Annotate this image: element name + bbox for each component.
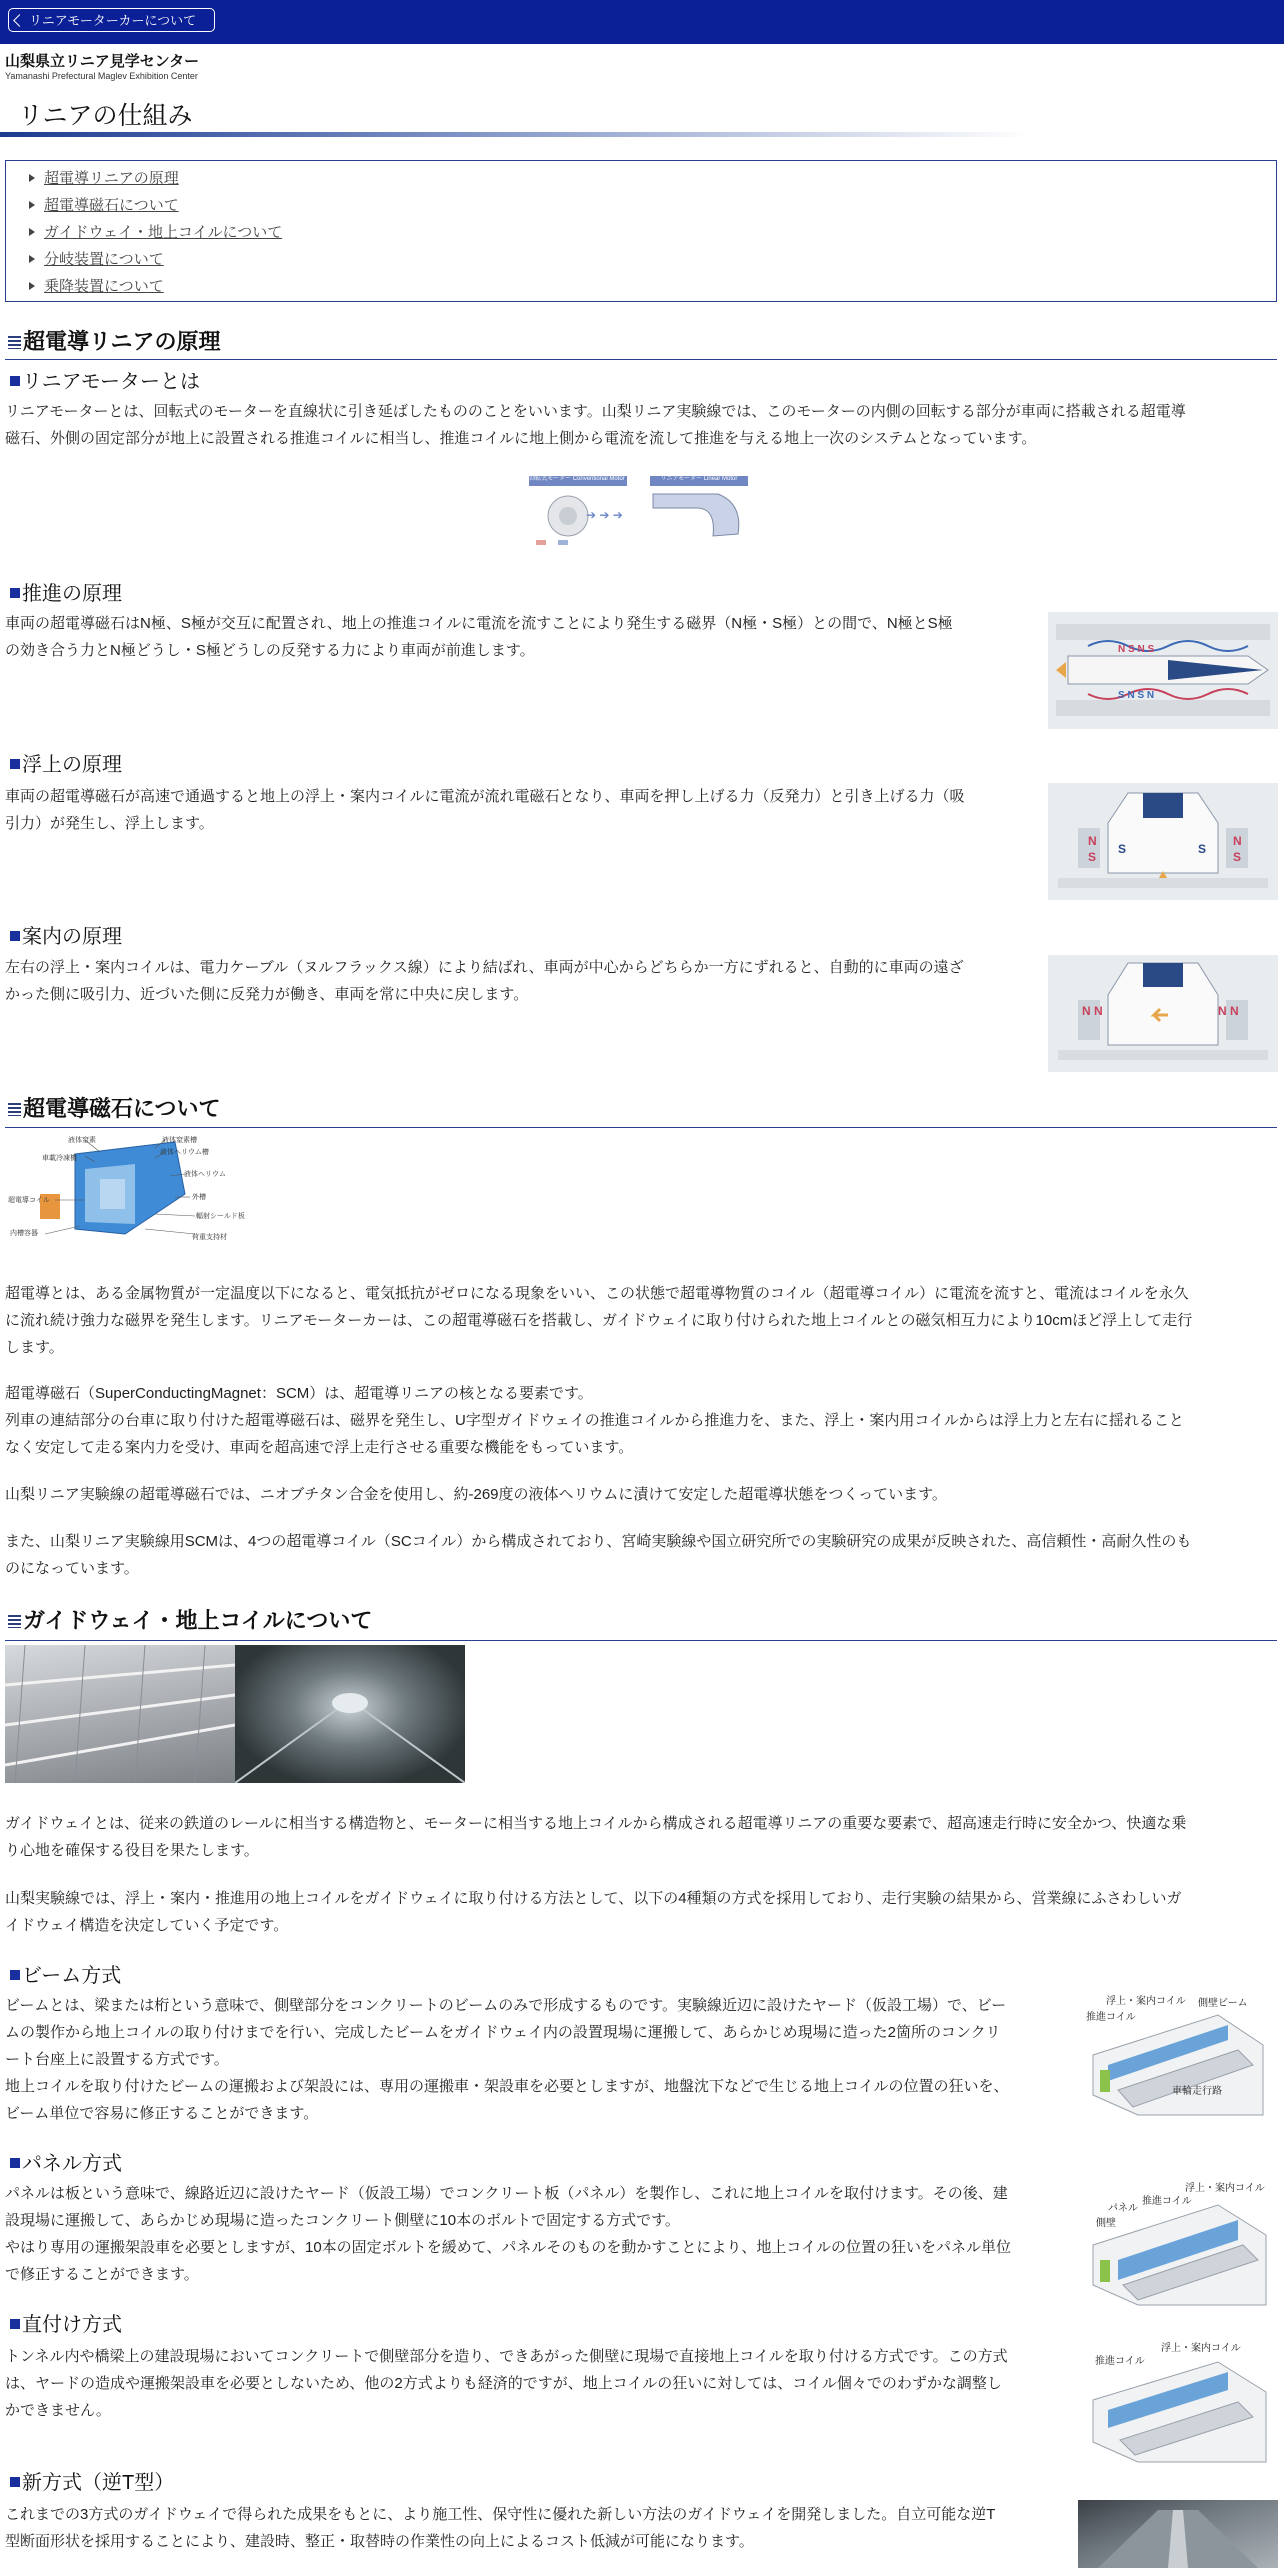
propulsion-figure [1048, 612, 1278, 729]
toc-item [26, 219, 1276, 246]
svg-text:➔ ➔ ➔: ➔ ➔ ➔ [586, 508, 623, 522]
section-heading-guideway: ガイドウェイ・地上コイルについて [5, 1606, 372, 1636]
toc-link-switch[interactable]: 分岐装置について [44, 251, 164, 268]
propulsion-text: 車両の超電導磁石はN極、S極が交互に配置され、地上の推進コイルに電流を流すことにより発生する磁界（N極・S極）との間で、N極とS極 の効き合う力とN極どうし・S極どうしの反発する力により車両が前進します。 [5, 615, 953, 659]
diagram-label: 内槽容器 [10, 1230, 38, 1237]
diagram-label: 車載冷凍機 [42, 1155, 77, 1162]
toc-link-principle[interactable]: 超電導リニアの原理 [44, 170, 179, 187]
diagram-label: 液体ヘリウム [184, 1171, 226, 1178]
diagram-label: 液体窒素 [68, 1137, 96, 1144]
figure-label: 浮上・案内コイル [1161, 2343, 1241, 2354]
figure-label-conventional: 回転式モーター Conventional Motor [529, 476, 625, 482]
figure-label: パネル [1108, 2203, 1138, 2214]
logo-english: Yamanashi Prefectural Maglev Exhibition Center [5, 71, 198, 81]
levitation-figure [1048, 783, 1278, 900]
diagram-label: 外槽 [192, 1194, 206, 1201]
new-method-text: これまでの3方式のガイドウェイで得られた成果をもとに、より施工性、保守性に優れた新しい方法のガイドウェイを開発しました。自立可能な逆T 型断面形状を採用することにより、建設時、整正・取替時の作業性の向上によるコスト低減が可能になります。 [5, 2506, 996, 2550]
figure-label-linear: リニアモーター Linear Motor [660, 476, 738, 482]
section-rule [5, 1640, 1277, 1641]
section-rule [5, 359, 1277, 360]
subheading-linear-motor: リニアモーターとは [5, 369, 200, 395]
subheading-propulsion: 推進の原理 [5, 581, 122, 607]
section-heading-magnet: 超電導磁石について [5, 1094, 221, 1124]
subheading-direct: 直付け方式 [5, 2312, 122, 2338]
svg-text:S: S [1233, 850, 1242, 864]
svg-text:N N: N N [1218, 1004, 1239, 1018]
subheading-beam: ビーム方式 [5, 1963, 121, 1989]
diagram-label: 荷重支持材 [192, 1234, 227, 1241]
figure-label: 浮上・案内コイル [1106, 1996, 1186, 2007]
section-rule [5, 1127, 1277, 1128]
guideway-paragraph-2: 山梨実験線では、浮上・案内・推進用の地上コイルをガイドウェイに取り付ける方法として、以下の4種類の方式を採用しており、走行実験の結果から、営業線にふさわしいガ イドウェイ構造を決定していく予定です。 [5, 1890, 1182, 1934]
svg-text:S: S [1118, 842, 1127, 856]
guideway-photo-2 [235, 1645, 465, 1783]
page-title: リニアの仕組み [18, 102, 193, 130]
title-underline [0, 132, 1030, 137]
subheading-panel: パネル方式 [5, 2151, 122, 2177]
figure-label: 推進コイル [1095, 2356, 1145, 2367]
diagram-label: 超電導コイル [8, 1197, 50, 1204]
linear-motor-text: リニアモーターとは、回転式のモーターを直線状に引き延ばしたもののことをいいます。山梨リニア実験線では、このモーターの内側の回転する部分が車両に搭載される超電導 磁石、外側の固定部分が地上に設置される推進コイルに相当し、推進コイルに地上側から電流を流して推進を与える地上一次のシステムとなっています。 [5, 403, 1186, 447]
magnet-paragraph-2: 超電導磁石（SuperConductingMagnet：SCM）は、超電導リニアの核となる要素です。 列車の連結部分の台車に取り付けた超電導磁石は、磁界を発生し、U字型ガイドウェイの推進コイルから推進力を、また、浮上・案内用コイルからは浮上力と左右に揺れること なく安定して走る案内力を受け、車両を超高速で浮上走行させる重要な機能をもっています。 [5, 1385, 1184, 1456]
guideway-paragraph-1: ガイドウェイとは、従来の鉄道のレールに相当する構造物と、モーターに相当する地上コイルから構成される超電導リニアの重要な要素で、超高速走行時に安全かつ、快適な乗 り心地を確保する役目を果たします。 [5, 1815, 1187, 1859]
magnet-paragraph-4: また、山梨リニア実験線用SCMは、4つの超電導コイル（SCコイル）から構成されており、宮崎実験線や国立研究所での実験研究の成果が反映された、高信頼性・高耐久性のも のになっています。 [5, 1533, 1192, 1577]
svg-text:S N S N: S N S N [1118, 690, 1155, 701]
svg-text:N N: N N [1082, 1004, 1103, 1018]
toc-item [26, 192, 1276, 219]
magnet-paragraph-3: 山梨リニア実験線の超電導磁石では、ニオブチタン合金を使用し、約-269度の液体ヘリウムに漬けて安定した超電導状態をつくっています。 [5, 1486, 947, 1503]
figure-label: 車輪走行路 [1172, 2086, 1222, 2097]
top-bar [0, 0, 1284, 44]
beam-text: ビームとは、梁または桁という意味で、側壁部分をコンクリートのビームのみで形成するものです。実験線近辺に設けたヤード（仮設工場）で、ビー ムの製作から地上コイルの取り付けまでを行い、完成したビームをガイドウェイ内の設置現場に運搬して、あらかじめ現場に造った2箇所のコンクリ ート台座上に設置する方式です。 地上コイルを取り付けたビームの運搬および架設には、専用の運搬車・架設車を必要としますが、地盤沈下などで生じる地上コイルの位置の狂いを、 ビーム単位で容易に修正することができます。 [5, 1997, 1009, 2122]
toc-link-boarding[interactable]: 乗降装置について [44, 278, 164, 295]
guidance-text: 左右の浮上・案内コイルは、電力ケーブル（ヌルフラックス線）により結ばれ、車両が中心からどちらか一方にずれると、自動的に車両の遠ざ かった側に吸引力、近づいた側に反発力が働き、車両を常に中央に戻します。 [5, 959, 964, 1003]
figure-label: 側壁 [1096, 2218, 1116, 2229]
toc-item [26, 273, 1276, 300]
svg-text:N S N S: N S N S [1118, 644, 1155, 655]
figure-label: 浮上・案内コイル [1185, 2183, 1265, 2194]
diagram-label: 液体窒素槽 [162, 1137, 197, 1144]
figure-label: 側壁ビーム [1198, 1998, 1248, 2009]
subheading-new-method: 新方式（逆T型） [5, 2470, 174, 2496]
magnet-paragraph-1: 超電導とは、ある金属物質が一定温度以下になると、電気抵抗がゼロになる現象をいい、この状態で超電導物質のコイル（超電導コイル）に電流を流すと、電流はコイルを永久 に流れ続け強力な磁界を発生します。リニアモーターカーは、この超電導磁石を搭載し、ガイドウェイに取り付けられた地上コイルとの磁気相互力により10cmほど浮上して走行 します。 [5, 1285, 1193, 1356]
svg-text:S: S [1088, 850, 1097, 864]
svg-text:N: N [1088, 834, 1097, 848]
linear-motor-figure [528, 474, 753, 550]
figure-label: 推進コイル [1142, 2196, 1192, 2207]
toc-link-guideway[interactable]: ガイドウェイ・地上コイルについて [44, 224, 283, 241]
table-of-contents [5, 160, 1277, 302]
subheading-levitation: 浮上の原理 [5, 752, 122, 778]
guidance-figure [1048, 955, 1278, 1072]
direct-text: トンネル内や橋梁上の建設現場においてコンクリートで側壁部分を造り、できあがった側壁に現場で直接地上コイルを取り付ける方式です。この方式 は、ヤードの造成や運搬架設車を必要としないため、他の2方式よりも経済的ですが、地上コイルの狂いに対しては、コイル個々でのわずかな調整し かできません。 [5, 2348, 1008, 2419]
section-heading-principle: 超電導リニアの原理 [5, 327, 221, 357]
toc-item [26, 246, 1276, 273]
panel-text: パネルは板という意味で、線路近辺に設けたヤード（仮設工場）でコンクリート板（パネル）を製作し、これに地上コイルを取付けます。その後、建 設現場に運搬して、あらかじめ現場に造ったコンクリート側壁に10本のボルトで固定する方式です。 やはり専用の運搬架設車を必要としますが、10本の固定ボルトを緩めて、パネルそのものを動かすことにより、地上コイルの位置の狂いをパネル単位 で修正することができます。 [5, 2185, 1011, 2283]
diagram-label: 輻射シールド板 [196, 1213, 245, 1220]
levitation-text: 車両の超電導磁石が高速で通過すると地上の浮上・案内コイルに電流が流れ電磁石となり、車両を押し上げる力（反発力）と引き上げる力（吸 引力）が発生し、浮上します。 [5, 788, 965, 832]
figure-label: 推進コイル [1086, 2012, 1136, 2023]
svg-text:S: S [1198, 842, 1207, 856]
logo-japanese: 山梨県立リニア見学センター [5, 53, 200, 70]
new-method-photo [1078, 2500, 1278, 2568]
diagram-label: 液体ヘリウム槽 [160, 1149, 209, 1156]
toc-link-magnet[interactable]: 超電導磁石について [44, 197, 179, 214]
guideway-photo-1 [5, 1645, 235, 1783]
back-button[interactable]: リニアモーターカーについて [8, 8, 215, 32]
subheading-guidance: 案内の原理 [5, 924, 122, 950]
svg-text:N: N [1233, 834, 1242, 848]
site-logo[interactable] [5, 53, 199, 82]
toc-item [26, 165, 1276, 192]
